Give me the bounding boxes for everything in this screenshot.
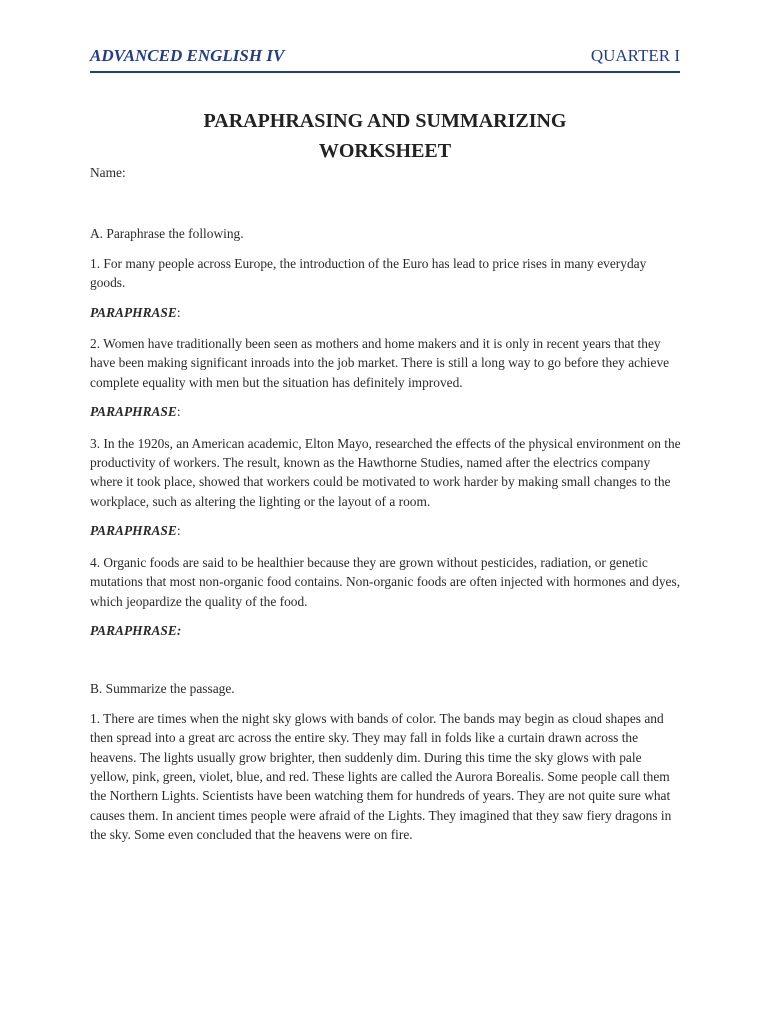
worksheet-body xyxy=(90,163,682,855)
section-a-item-2: 2. Women have traditionally been seen as mothers and home makers and it is only in recent years that they have been making significant inroads into the job market. There is still a long way to go before they achieve complete equality with men but the situation has definitely improved. xyxy=(90,336,670,390)
section-a-item-1: 1. For many people across Europe, the introduction of the Euro has lead to price rises in many everyday goods. xyxy=(90,255,647,291)
paraphrase-label-colon: : xyxy=(176,304,181,320)
section-a-item-3: 3. In the 1920s, an American academic, Elton Mayo, researched the effects of the physical environment on the productivity of workers. The result, known as the Hawthorne Studies, named after the electrics company where it took place, showed that workers could be motivated to work harder by making small changes to the workplace, such as altering the lighting or the layout of a room. xyxy=(90,435,681,509)
page-header xyxy=(90,46,680,72)
paraphrase-label-2 xyxy=(90,402,682,421)
paraphrase-label-colon: : xyxy=(176,523,181,539)
name-label: Name: xyxy=(90,165,126,180)
paraphrase-label-text: PARAPHRASE xyxy=(90,523,177,539)
paraphrase-label-colon: : xyxy=(176,404,181,420)
paraphrase-label-text: PARAPHRASE: xyxy=(90,622,182,638)
paraphrase-label-3 xyxy=(90,521,682,540)
quarter-label: QUARTER I xyxy=(590,46,680,65)
paraphrase-label-1 xyxy=(90,303,682,322)
section-a-heading: A. Paraphrase the following. xyxy=(90,226,244,242)
title-line-2: WORKSHEET xyxy=(318,140,452,162)
paraphrase-label-text: PARAPHRASE xyxy=(90,404,177,420)
worksheet-title xyxy=(90,106,680,166)
section-b-heading: B. Summarize the passage. xyxy=(90,681,235,697)
course-title: ADVANCED ENGLISH IV xyxy=(90,46,285,65)
section-b-passage: 1. There are times when the night sky glows with bands of color. The bands may begin as cloud shapes and then spread into a great arc across the entire sky. They may fall in folds like a curtain drawn across the heavens. The lights usually grow brighter, then suddenly dim. During this time the sky glows with pale yellow, pink, green, violet, blue, and red. These lights are called the Aurora Borealis. Some people call them the Northern Lights. Scientists have been watching them for hundreds of years. They are not quite sure what causes them. In ancient times people were afraid of the Lights. They imagined that they saw fiery dragons in the sky. Some even concluded that the heavens were on fire. xyxy=(90,710,672,843)
header-divider xyxy=(90,71,680,73)
section-a-item-4: 4. Organic foods are said to be healthier because they are grown without pesticides, radiation, or genetic mutations that most non-organic food contains. Non-organic foods are often injected with hormones and dyes, which jeopardize the quality of the food. xyxy=(90,554,681,609)
paraphrase-label-4 xyxy=(90,621,682,640)
paraphrase-label-text: PARAPHRASE xyxy=(90,304,177,320)
title-line-1: PARAPHRASING AND SUMMARIZING xyxy=(203,110,567,132)
